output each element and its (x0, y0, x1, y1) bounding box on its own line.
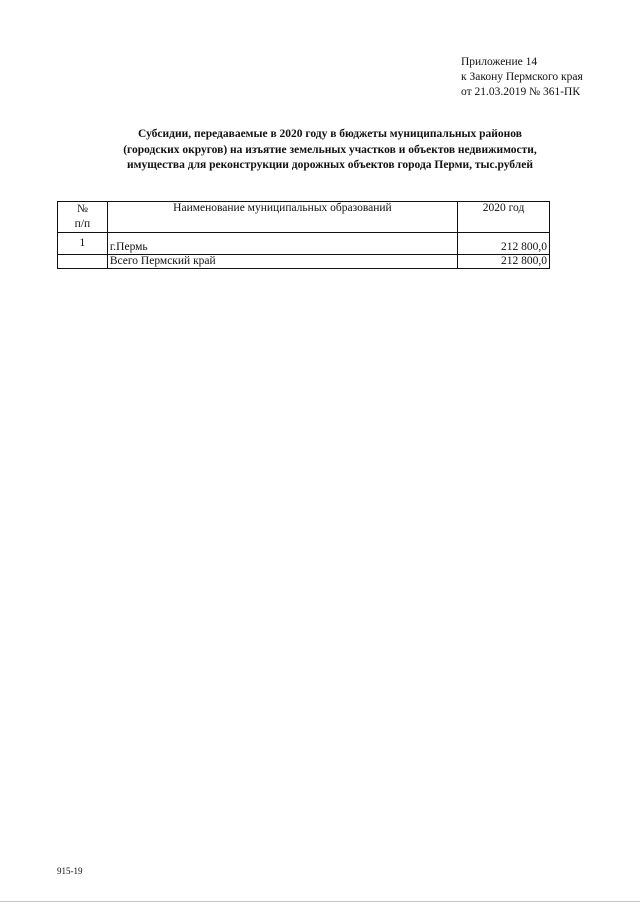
table-row (58, 233, 550, 255)
appendix-law-date: от 21.03.2019 № 361-ПК (461, 86, 581, 98)
total-number (58, 255, 108, 269)
document-title (60, 127, 600, 174)
header-municipality-name: Наименование муниципальных образований (107, 202, 457, 233)
subsidy-table (57, 201, 550, 269)
title-line-1: Субсидии, передаваемые в 2020 году в бюджеты муниципальных районов (138, 128, 522, 140)
title-line-3: имущества для реконструкции дорожных объектов города Перми, тыс.рублей (127, 159, 533, 171)
header-number (58, 202, 108, 233)
total-amount: 212 800,0 (458, 255, 550, 269)
page-bottom-divider (0, 901, 640, 902)
appendix-number: Приложение 14 (461, 56, 538, 68)
title-line-2: (городских округов) на изъятие земельных участков и объектов недвижимости, (123, 143, 537, 156)
document-registration-number: 915-19 (57, 866, 83, 876)
row-amount: 212 800,0 (458, 233, 550, 255)
row-number: 1 (58, 233, 108, 255)
table-total-row (58, 255, 550, 269)
header-number-symbol: № (76, 203, 88, 215)
header-year: 2020 год (458, 202, 550, 233)
header-number-abbrev: п/п (74, 218, 91, 230)
appendix-law-reference: к Закону Пермского края (461, 71, 583, 83)
total-label: Всего Пермский край (107, 255, 457, 269)
table-header-row (58, 202, 550, 233)
row-municipality: г.Пермь (107, 233, 457, 255)
appendix-header (461, 55, 631, 100)
